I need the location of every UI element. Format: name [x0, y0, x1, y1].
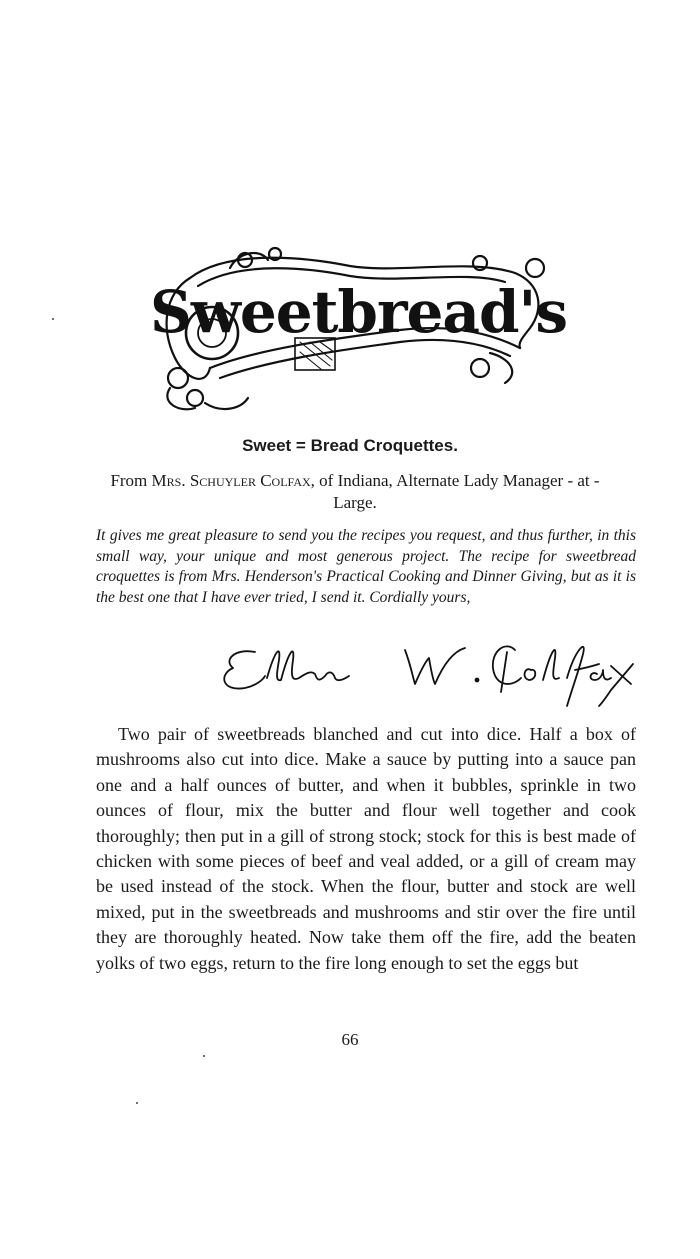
handwritten-signature [215, 630, 655, 710]
banner-title: Sweetbread's [150, 278, 567, 346]
print-speck [52, 318, 54, 320]
print-speck [203, 1055, 205, 1057]
recipe-credit [90, 470, 620, 514]
credit-name: Mrs. Schuyler Colfax, [151, 471, 315, 490]
signature-icon [215, 630, 655, 710]
recipe-title: Sweet = Bread Croquettes. [242, 436, 458, 455]
recipe-body: Two pair of sweetbreads blanched and cut into dice. Half a box of mushrooms also cut into dice. Make a sauce by putting into a sauce pan one and a half ounces of butter, and when it bubbles, sprinkle in two ounces of flour, mix the butter and flour well together and cook thoroughly; then put in a gill of strong stock; stock for this is best made of chicken with some pieces of beef and veal added, or a gill of cream may be used instead of the stock. When the flour, butter and stock are well mixed, put in the sweetbreads and mushrooms and stir over the fire until they are thoroughly heated. Now take them off the fire, add the beaten yolks of two eggs, return to the fire long enough to set the eggs but [96, 724, 636, 973]
print-speck [136, 1102, 138, 1104]
credit-rest: of Indiana, Alternate Lady Manager - at - Large. [319, 471, 600, 512]
page-number: 66 [341, 1030, 359, 1049]
ornamental-banner [150, 238, 567, 418]
credit-prefix: From [110, 471, 148, 490]
contributor-letter: It gives me great pleasure to send you the recipes you request, and thus further, in this small way, your unique and most generous project. The recipe for sweetbread croquettes is from Mrs. Henderson's Practical Cooking and Dinner Giving, but as it is the best one that I have ever tried, I send it. Cordially yours, [96, 527, 636, 606]
